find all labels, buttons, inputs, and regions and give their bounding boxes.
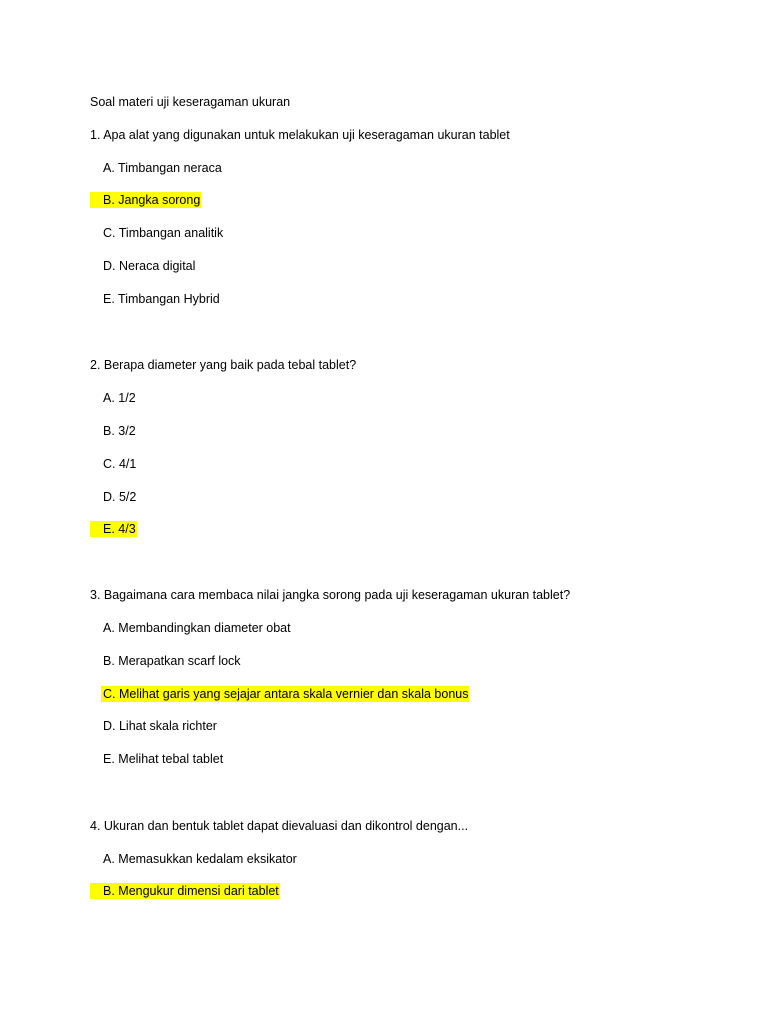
question-3-option-e: E. Melihat tebal tablet [103,752,224,766]
question-4-option-b-highlighted: B. Mengukur dimensi dari tablet [90,883,280,899]
question-4: 4. Ukuran dan bentuk tablet dapat dievaluasi dan dikontrol dengan... [90,819,469,833]
question-3-option-c-highlighted: C. Melihat garis yang sejajar antara skala vernier dan skala bonus [103,687,469,701]
question-2-option-e-highlighted: E. 4/3 [90,521,137,537]
question-3: 3. Bagaimana cara membaca nilai jangka sorong pada uji keseragaman ukuran tablet? [90,588,571,602]
question-1-option-e: E. Timbangan Hybrid [103,292,220,306]
question-3-option-b: B. Merapatkan scarf lock [103,654,241,668]
question-2-option-d: D. 5/2 [103,490,137,504]
question-2-option-b: B. 3/2 [103,424,136,438]
question-1: 1. Apa alat yang digunakan untuk melakukan uji keseragaman ukuran tablet [90,128,510,142]
question-2-option-a: A. 1/2 [103,391,136,405]
question-2: 2. Berapa diameter yang baik pada tebal tablet? [90,358,357,372]
question-1-option-b-highlighted: B. Jangka sorong [90,192,201,208]
question-3-option-d: D. Lihat skala richter [103,719,217,733]
question-3-option-a: A. Membandingkan diameter obat [103,621,291,635]
question-1-option-d: D. Neraca digital [103,259,196,273]
document-title: Soal materi uji keseragaman ukuran [90,95,291,109]
question-1-option-a: A. Timbangan neraca [103,161,222,175]
question-1-option-c: C. Timbangan analitik [103,226,224,240]
question-4-option-a: A. Memasukkan kedalam eksikator [103,852,297,866]
question-2-option-c: C. 4/1 [103,457,137,471]
